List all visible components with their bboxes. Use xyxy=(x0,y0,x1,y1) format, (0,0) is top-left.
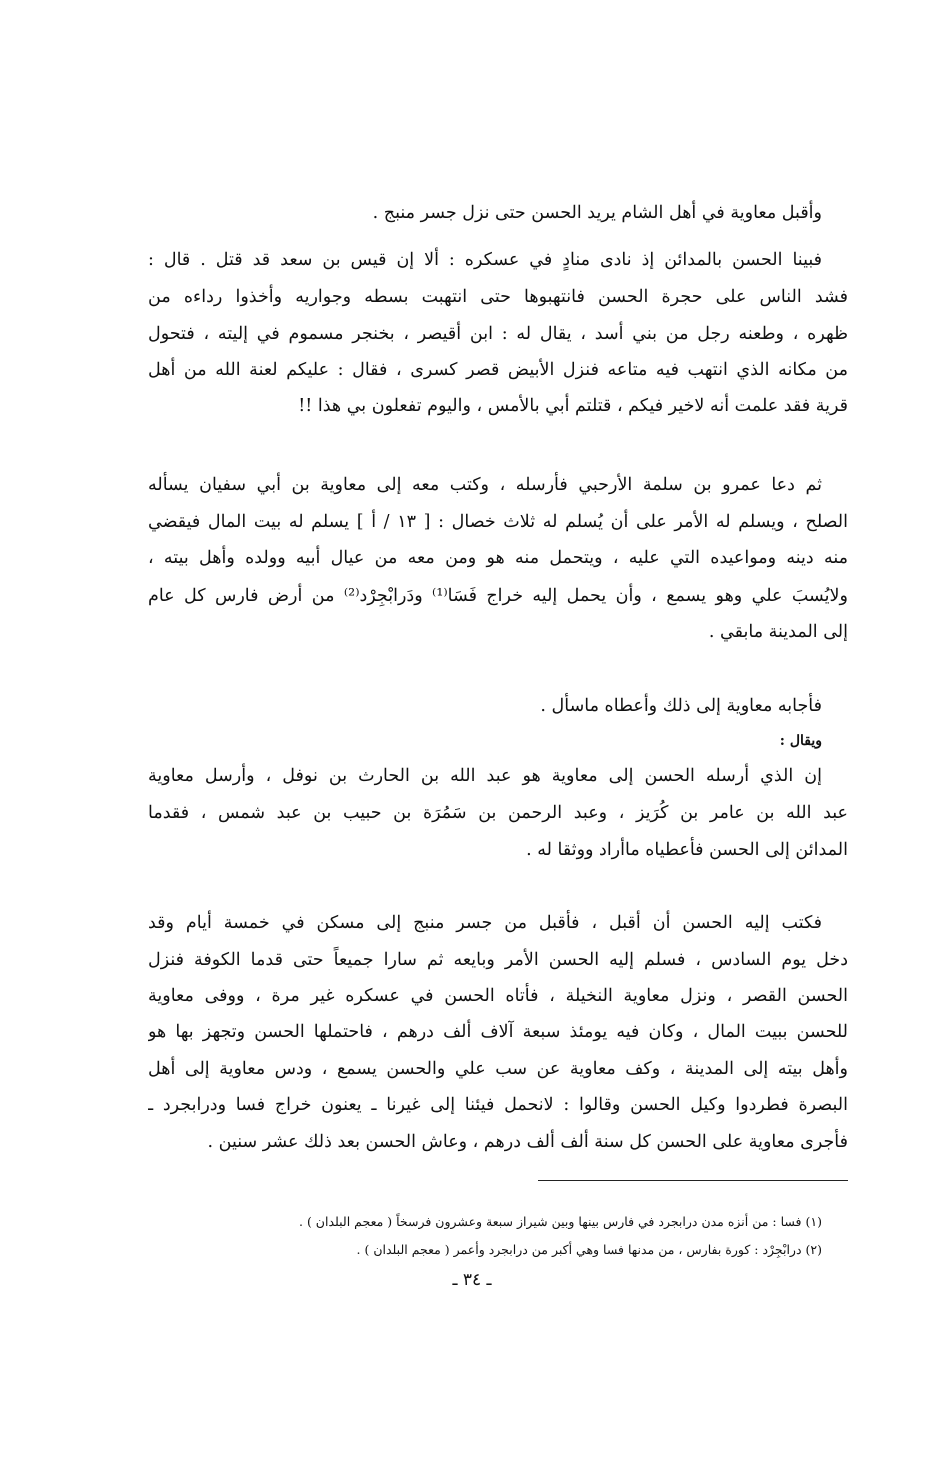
page-number: ـ ٣٤ ـ xyxy=(452,1270,492,1290)
text-line: البصرة فطردوا وكيل الحسن وقالوا : لانحمل فيئنا إلى غيرنا ـ يعنون خراج فسا ودرابجرد ـ xyxy=(148,1095,848,1115)
text-line: وأقبل معاوية في أهل الشام يريد الحسن حتى نزل جسر منبج . xyxy=(372,203,822,223)
footnote: (٢) درابْجِرْد : كورة بفارس ، من مدنها فسا وهي أكبر من درابجرد وأعمر ( معجم البلدان ) . xyxy=(356,1242,822,1257)
text-line: ولايُسبَ علي وهو يسمع ، وأن يحمل إليه خراج فَسَا⁽¹⁾ ودَرابْجِرْد⁽²⁾ من أرض فارس كل عام xyxy=(148,586,848,606)
text-line: فكتب إليه الحسن أن أقبل ، فأقبل من جسر منبج إلى مسكن في خمسة أيام وقد xyxy=(148,913,822,933)
text-line: وأهل بيته إلى المدينة ، وكف معاوية عن سب علي والحسن يسمع ، ودس معاوية إلى أهل xyxy=(148,1059,848,1079)
text-line: فشد الناس على حجرة الحسن فانتهبوها حتى انتهبت بسطه وجواريه وأخذوا رداءه من xyxy=(148,287,848,307)
text-line: إن الذي أرسله الحسن إلى معاوية هو عبد الله بن الحارث بن نوفل ، وأرسل معاوية xyxy=(148,766,822,786)
text-line: المدائن إلى الحسن فأعطياه ماأراد ووثقا له . xyxy=(526,840,848,860)
section-label: ويقال : xyxy=(779,733,822,749)
footnote: (١) فسا : من أنزه مدن درابجرد في فارس بينها وبين شيراز سبعة وعشرون فرسخاً ( معجم البلدان ) . xyxy=(299,1214,822,1229)
text-line: فبينا الحسن بالمدائن إذ نادى منادٍ في عسكره : ألا إن قيس بن سعد قد قتل . قال : xyxy=(148,250,822,270)
footnote-divider xyxy=(538,1180,848,1181)
text-line: منه دينه ومواعيده التي عليه ، ويتحمل منه هو ومن معه من عيال أبيه وولده وأهل بيته ، xyxy=(148,548,848,568)
text-line: قرية فقد علمت أنه لاخير فيكم ، قتلتم أبي بالأمس ، واليوم تفعلون بي هذا !! xyxy=(298,396,848,416)
text-line: للحسن ببيت المال ، وكان فيه يومئذ سبعة آلاف ألف درهم ، فاحتملها الحسن وتجهز بها هو xyxy=(148,1022,848,1042)
text-line: الحسن القصر ، ونزل معاوية النخيلة ، فأتاه الحسن في عسكره غير مرة ، ووفى معاوية xyxy=(148,986,848,1006)
text-line: إلى المدينة مابقي . xyxy=(708,622,848,642)
text-line: ظهره ، وطعنه رجل من بني أسد ، يقال له : ابن أقيصر ، بخنجر مسموم في إليته ، فتحول xyxy=(148,324,848,344)
text-line: عبد الله بن عامر بن كُرَيز ، وعبد الرحمن بن سَمُرَة بن حبيب بن عبد شمس ، فقدما xyxy=(148,803,848,823)
text-line: دخل يوم السادس ، فسلم إليه الحسن الأمر وبايعه ثم سارا جميعاً حتى قدما الكوفة فنزل xyxy=(148,950,848,970)
text-line: الصلح ، ويسلم له الأمر على أن يُسلم له ثلاث خصال : [ ١٣ / أ ] يسلم له بيت المال فيقضي xyxy=(148,512,848,532)
text-line: من مكانه الذي انتهب فيه متاعه فنزل الأبيض قصر كسرى ، فقال : عليكم لعنة الله من أهل xyxy=(148,360,848,380)
text-line: فأجرى معاوية على الحسن كل سنة ألف ألف درهم ، وعاش الحسن بعد ذلك عشر سنين . xyxy=(207,1132,848,1152)
text-line: ثم دعا عمرو بن سلمة الأرحبي فأرسله ، وكتب معه إلى معاوية بن أبي سفيان يسأله xyxy=(148,475,822,495)
text-line: فأجابه معاوية إلى ذلك وأعطاه ماسأل . xyxy=(540,696,822,716)
